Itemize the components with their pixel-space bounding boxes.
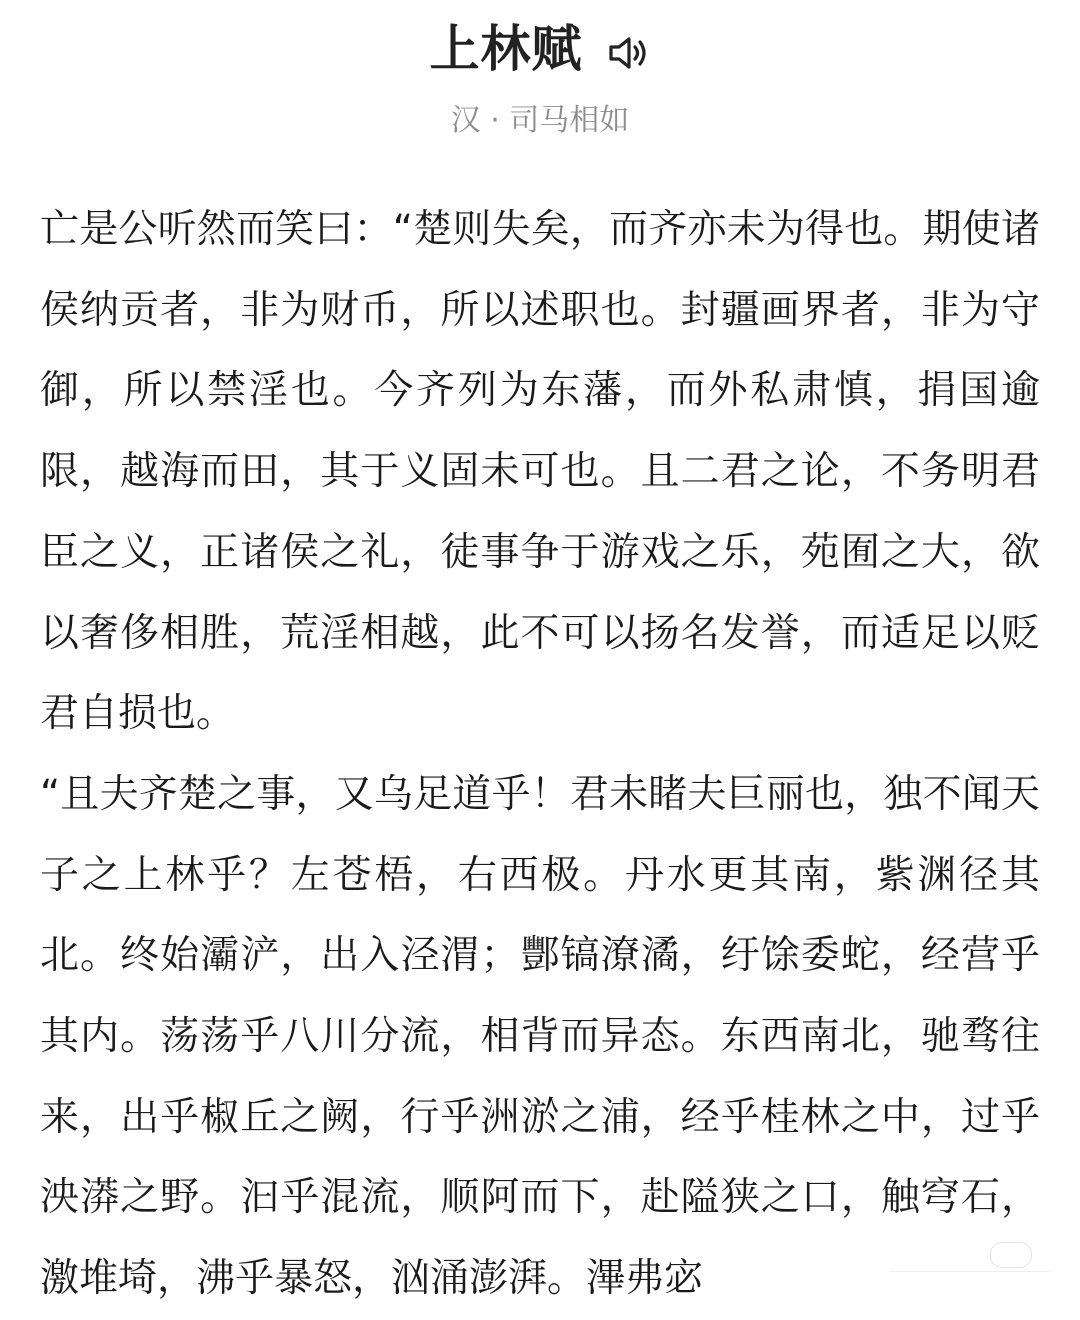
speaker-icon[interactable] <box>605 30 651 76</box>
speaker-icon-glyph <box>605 30 651 76</box>
poem-author: 汉 · 司马相如 <box>450 103 630 138</box>
title-row <box>0 14 1080 84</box>
poem-title: 上林赋 <box>429 20 583 78</box>
watermark-line <box>890 1271 1050 1284</box>
watermark-badge <box>990 1242 1032 1268</box>
poem-paragraph-2: “且夫齐楚之事，又乌足道乎！君未睹夫巨丽也，独不闻天子之上林乎？左苍梧，右西极。丹水更其南，紫渊径其北。终始灞浐，出入泾渭；酆镐潦潏，纡馀委蛇，经营乎其内。荡荡乎八川分流，相背而异态。东西南北，驰骛往来，出乎椒丘之阙，行乎洲淤之浦，经乎桂林之中，过乎泱漭之野。汩乎混流，顺阿而下，赴隘狭之口，触穹石，激堆埼，沸乎暴怒，汹涌澎湃。滭弗宓 <box>40 771 1040 1302</box>
poem-body <box>40 190 1040 1320</box>
poem-header <box>0 0 1080 170</box>
watermark <box>890 1242 1050 1290</box>
poem-paragraph-1: 亡是公听然而笑曰：“楚则失矣，而齐亦未为得也。期使诸侯纳贡者，非为财币，所以述职也。封疆画界者，非为守御，所以禁淫也。今齐列为东藩，而外私肃慎，捐国逾限，越海而田，其于义固未可也。且二君之论，不务明君臣之义，正诸侯之礼，徒事争于游戏之乐，苑囿之大，欲以奢侈相胜，荒淫相越，此不可以扬名发誉，而适足以贬君自损也。 <box>40 207 1040 737</box>
